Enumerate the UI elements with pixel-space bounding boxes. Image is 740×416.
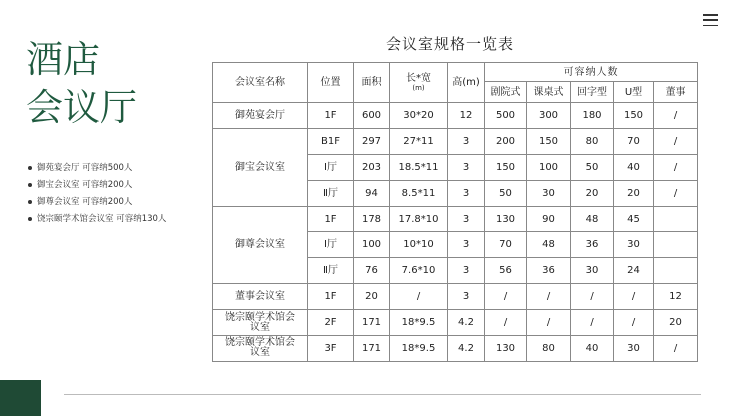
header-capacity: 可容纳人数 (485, 63, 698, 82)
table-row (213, 103, 698, 129)
cell-u: / (614, 284, 654, 310)
cell-board (654, 232, 698, 258)
header-length-width-unit: (m) (412, 84, 425, 92)
room-name-cell: 饶宗颐学术馆会议室 (213, 310, 308, 336)
table-row (213, 284, 698, 310)
table-title: 会议室规格一览表 (385, 35, 514, 53)
cell-theater: / (485, 310, 527, 336)
cell-square: / (571, 310, 614, 336)
page-title-line-1: 酒店 (26, 38, 100, 81)
cell-theater: 500 (485, 103, 527, 129)
room-name-cell: 饶宗颐学术馆会议室 (213, 336, 308, 362)
cell-u: 20 (614, 180, 654, 206)
cell-board: 20 (654, 310, 698, 336)
page-title (26, 36, 137, 132)
header-room-name: 会议室名称 (213, 63, 308, 103)
cell-theater: 130 (485, 336, 527, 362)
cell-classroom: 80 (527, 336, 571, 362)
cell-height: 3 (448, 154, 485, 180)
room-name-cell: 御尊会议室 (213, 206, 308, 284)
cell-board (654, 206, 698, 232)
cell-position: Ⅱ厅 (308, 180, 354, 206)
cell-dims: 18.5*11 (390, 154, 448, 180)
cell-position: Ⅱ厅 (308, 258, 354, 284)
room-name-cell: 董事会议室 (213, 284, 308, 310)
header-length-width (390, 63, 448, 103)
menu-bar (703, 25, 718, 27)
cell-area: 203 (354, 154, 390, 180)
venue-list-item: 御宝会议室 可容纳200人 (28, 177, 166, 194)
cell-position: 1F (308, 284, 354, 310)
cell-dims: 7.6*10 (390, 258, 448, 284)
cell-area: 171 (354, 310, 390, 336)
cell-classroom: 36 (527, 258, 571, 284)
cell-height: 12 (448, 103, 485, 129)
cell-height: 3 (448, 232, 485, 258)
cell-board: / (654, 154, 698, 180)
cell-classroom: / (527, 284, 571, 310)
cell-board: 12 (654, 284, 698, 310)
menu-bar (703, 19, 718, 21)
cell-area: 178 (354, 206, 390, 232)
cell-u: 45 (614, 206, 654, 232)
cell-square: 180 (571, 103, 614, 129)
cell-area: 171 (354, 336, 390, 362)
cell-square: 36 (571, 232, 614, 258)
cell-dims: 18*9.5 (390, 310, 448, 336)
cell-area: 100 (354, 232, 390, 258)
cell-dims: 10*10 (390, 232, 448, 258)
room-spec-table-body (213, 103, 698, 362)
header-length-width-label: 长*宽 (406, 73, 431, 84)
cell-height: 4.2 (448, 336, 485, 362)
header-board: 董事 (654, 82, 698, 103)
header-height: 高(m) (448, 63, 485, 103)
cell-height: 3 (448, 258, 485, 284)
cell-square: 20 (571, 180, 614, 206)
cell-classroom: 48 (527, 232, 571, 258)
venue-list (28, 160, 166, 228)
cell-area: 297 (354, 128, 390, 154)
cell-theater: / (485, 284, 527, 310)
cell-square: 80 (571, 128, 614, 154)
cell-theater: 200 (485, 128, 527, 154)
bottom-divider (64, 394, 701, 395)
cell-theater: 150 (485, 154, 527, 180)
cell-classroom: 300 (527, 103, 571, 129)
cell-board: / (654, 128, 698, 154)
cell-u: 70 (614, 128, 654, 154)
cell-area: 76 (354, 258, 390, 284)
cell-height: 3 (448, 284, 485, 310)
venue-list-item: 御尊会议室 可容纳200人 (28, 194, 166, 211)
cell-board: / (654, 336, 698, 362)
cell-position: 3F (308, 336, 354, 362)
header-boardroom-shape: 回字型 (571, 82, 614, 103)
room-spec-table (212, 62, 698, 362)
cell-position: 2F (308, 310, 354, 336)
cell-dims: 18*9.5 (390, 336, 448, 362)
cell-dims: 17.8*10 (390, 206, 448, 232)
menu-bar (703, 14, 718, 16)
header-classroom: 课桌式 (527, 82, 571, 103)
cell-dims: 8.5*11 (390, 180, 448, 206)
cell-board: / (654, 103, 698, 129)
cell-classroom: 30 (527, 180, 571, 206)
cell-u: 30 (614, 336, 654, 362)
cell-theater: 50 (485, 180, 527, 206)
cell-position: Ⅰ厅 (308, 154, 354, 180)
cell-position: 1F (308, 206, 354, 232)
corner-green-block (0, 380, 41, 416)
cell-theater: 70 (485, 232, 527, 258)
cell-height: 4.2 (448, 310, 485, 336)
venue-list-item: 饶宗颐学术馆会议室 可容纳130人 (28, 211, 166, 228)
cell-board: / (654, 180, 698, 206)
cell-height: 3 (448, 206, 485, 232)
table-row (213, 206, 698, 232)
venue-list-item: 御苑宴会厅 可容纳500人 (28, 160, 166, 177)
cell-theater: 130 (485, 206, 527, 232)
cell-classroom: 100 (527, 154, 571, 180)
cell-position: 1F (308, 103, 354, 129)
cell-area: 600 (354, 103, 390, 129)
cell-classroom: 150 (527, 128, 571, 154)
cell-board (654, 258, 698, 284)
table-row (213, 128, 698, 154)
cell-dims: 27*11 (390, 128, 448, 154)
cell-u: 24 (614, 258, 654, 284)
cell-dims: 30*20 (390, 103, 448, 129)
cell-square: / (571, 284, 614, 310)
table-row (213, 336, 698, 362)
hamburger-menu-icon[interactable] (703, 14, 718, 26)
header-position: 位置 (308, 63, 354, 103)
cell-u: 30 (614, 232, 654, 258)
cell-square: 50 (571, 154, 614, 180)
cell-dims: / (390, 284, 448, 310)
cell-classroom: / (527, 310, 571, 336)
room-name-cell: 御宝会议室 (213, 128, 308, 206)
cell-u: 150 (614, 103, 654, 129)
cell-position: Ⅰ厅 (308, 232, 354, 258)
cell-classroom: 90 (527, 206, 571, 232)
cell-square: 30 (571, 258, 614, 284)
cell-square: 48 (571, 206, 614, 232)
header-theater: 剧院式 (485, 82, 527, 103)
cell-area: 94 (354, 180, 390, 206)
cell-position: B1F (308, 128, 354, 154)
room-name-cell: 御苑宴会厅 (213, 103, 308, 129)
cell-height: 3 (448, 180, 485, 206)
cell-area: 20 (354, 284, 390, 310)
table-row (213, 310, 698, 336)
cell-u: / (614, 310, 654, 336)
cell-theater: 56 (485, 258, 527, 284)
header-u-shape: U型 (614, 82, 654, 103)
cell-u: 40 (614, 154, 654, 180)
page-title-line-2: 会议厅 (26, 86, 137, 129)
header-area: 面积 (354, 63, 390, 103)
cell-square: 40 (571, 336, 614, 362)
cell-height: 3 (448, 128, 485, 154)
